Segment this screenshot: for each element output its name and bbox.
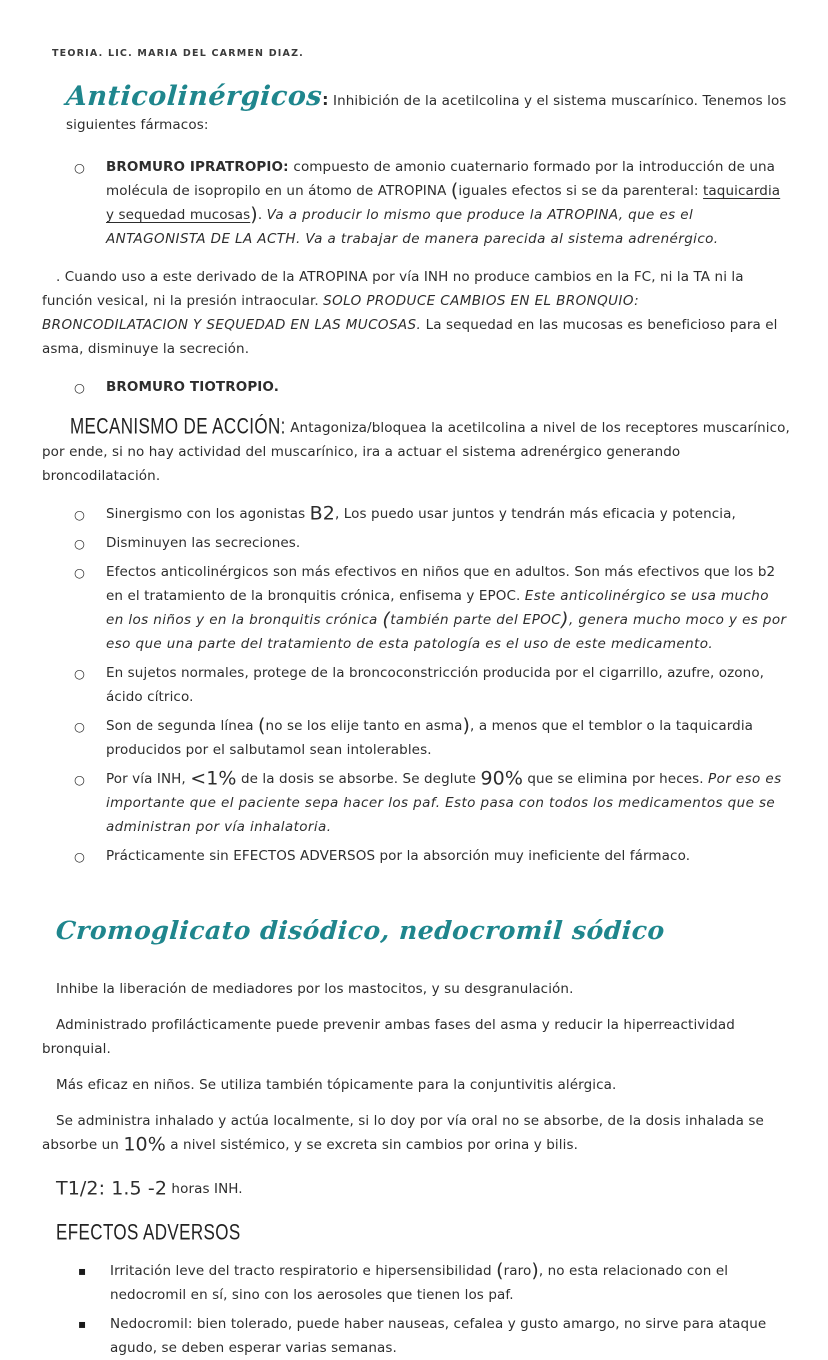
text-segment: Son de segunda línea [106, 718, 259, 734]
text-segment: ( [258, 714, 266, 737]
text-segment: de la dosis se absorbe. Se deglute [236, 771, 481, 787]
section-cromoglicato-title: Cromoglicato disódico, nedocromil sódico [54, 916, 666, 945]
text-segment: compuesto de amonio cuaternario formado por la introducción de una molécula de isopropilo en un átomo de ATROPINA [106, 159, 776, 199]
section-anticolinergicos-title-line [64, 81, 790, 137]
text-segment: Administrado profilácticamente puede prevenir ambas fases del asma y reducir la hiperreactividad bronquial. [42, 1017, 735, 1057]
section-anticolinergicos-title: Anticolinérgicos [64, 81, 324, 112]
text-segment: también parte del EPOC [390, 612, 562, 628]
text-segment: , no esta relacionado con el nedocromil en sí, sino con los aerosoles que tienen los paf. [110, 1263, 729, 1303]
text-segment: La sequedad en las mucosas es beneficioso para el asma, disminuye la secreción. [42, 317, 778, 357]
text-segment: Nedocromil: bien tolerado, puede haber nauseas, cefalea y gusto amargo, no sirve para ataque agudo, se deben esperar varias semanas. [110, 1316, 767, 1356]
title-colon: : [322, 90, 329, 109]
mecanismo-bullet-ninos [72, 560, 790, 656]
efectos-adversos-block [56, 1220, 790, 1245]
drug-list-top [72, 155, 790, 251]
mecanismo-bullet-broncoconstriccion [72, 661, 790, 709]
efectos-adversos-list [76, 1259, 790, 1360]
text-segment: . [257, 207, 267, 223]
text-segment: , Los puedo usar juntos y tendrán más eficacia y potencia, [334, 506, 736, 522]
section-anticolinergicos-intro: Inhibición de la acetilcolina y el sistema muscarínico. Tenemos los siguientes fármacos: [66, 93, 787, 133]
text-segment: 10% [123, 1133, 166, 1156]
text-segment: . Cuando uso a este derivado de la ATROPINA por vía INH no produce cambios en la FC, ni la TA ni la función vesical, ni la presión intraocular. [42, 269, 744, 309]
text-segment: T1/2: 1.5 -2 [56, 1177, 168, 1200]
text-segment: Efectos anticolinérgicos son más efectivos en niños que en adultos. Son más efectivos que los b2 en el tratamiento de la bronquitis crónica, enfisema y EPOC. [106, 564, 776, 604]
text-segment: ( [450, 179, 459, 202]
mecanismo-bullet-secreciones [72, 531, 790, 555]
text-segment: Va a producir lo mismo que produce la ATROPINA, que es el ANTAGONISTA DE LA ACTH. Va a trabajar de manera parecida al sistema adrenérgico. [106, 207, 719, 247]
text-segment: <1% [190, 767, 237, 790]
text-segment: ) [531, 1259, 539, 1282]
text-segment: ) [561, 608, 569, 631]
text-segment: BROMURO TIOTROPIO. [106, 379, 279, 395]
cromoglicato-paragraph-ninos [42, 1073, 790, 1097]
text-segment: B2 [309, 502, 335, 525]
text-segment: no se los elije tanto en asma [265, 718, 463, 734]
text-segment: Más eficaz en niños. Se utiliza también tópicamente para la conjuntivitis alérgica. [56, 1077, 617, 1093]
mecanismo-bullet-via-inh [72, 767, 790, 839]
text-segment: Sinergismo con los agonistas [106, 506, 310, 522]
text-segment: Prácticamente sin EFECTOS ADVERSOS por la absorción muy ineficiente del fármaco. [106, 848, 691, 864]
drug-list-tiotropio [72, 375, 790, 399]
text-segment: En sujetos normales, protege de la broncoconstricción producida por el cigarrillo, azufre, ozono, ácido cítrico. [106, 665, 765, 705]
cromoglicato-paragraph-mastocitos [42, 977, 790, 1001]
text-segment: a nivel sistémico, y se excreta sin cambios por orina y bilis. [165, 1137, 579, 1153]
text-segment: raro [503, 1263, 532, 1279]
text-segment: ( [496, 1259, 504, 1282]
text-segment: 90% [480, 767, 523, 790]
list-item-bromuro-ipratropio [72, 155, 790, 251]
efecto-irritacion [76, 1259, 790, 1307]
text-segment: ( [382, 608, 391, 631]
mecanismo-bullet-segunda-linea [72, 714, 790, 762]
efectos-adversos-heading: EFECTOS ADVERSOS [56, 1220, 241, 1245]
text-segment: Inhibe la liberación de mediadores por los mastocitos, y su desgranulación. [56, 981, 574, 997]
text-segment: , genera mucho moco y es por eso que una parte del tratamiento de esta patología es el uso de este medicamento. [106, 612, 787, 652]
text-segment: Por vía INH, [106, 771, 191, 787]
efecto-nedocromil [76, 1312, 790, 1360]
text-segment: Por eso es importante que el paciente sepa hacer los paf. Esto pasa con todos los medicamentos que se administran por vía inhalatoria. [106, 771, 782, 835]
text-segment: taquicardia y sequedad mucosas [106, 183, 781, 223]
cromoglicato-paragraph-profilactico [42, 1013, 790, 1061]
mecanismo-text: Antagoniza/bloquea la acetilcolina a nivel de los receptores muscarínico, por ende, si no hay actividad del muscarínico, ira a actuar el sistema adrenérgico generando broncodilatación. [42, 420, 790, 484]
mecanismo-heading: MECANISMO DE ACCIÓN: [70, 414, 286, 439]
text-segment: Irritación leve del tracto respiratorio e hipersensibilidad [110, 1263, 497, 1279]
text-segment: ) [250, 203, 258, 226]
text-segment: Este anticolinérgico se usa mucho en los niños y en la bronquitis crónica [106, 588, 769, 628]
list-item-bromuro-tiotropio [72, 375, 790, 399]
paragraph-ipratropio-inh [42, 265, 790, 361]
text-segment: iguales efectos si se da parenteral: [458, 183, 704, 199]
mecanismo-block [42, 415, 790, 488]
mecanismo-bullet-efectos-adversos [72, 844, 790, 868]
text-segment: Se administra inhalado y actúa localmente, si lo doy por vía oral no se absorbe, de la dosis inhalada se absorbe un [42, 1113, 764, 1153]
text-segment: SOLO PRODUCE CAMBIOS EN EL BRONQUIO: BRONCODILATACION Y SEQUEDAD EN LAS MUCOSAS. [42, 293, 640, 333]
text-segment: , a menos que el temblor o la taquicardia producidos por el salbutamol sean intolerables. [106, 718, 754, 758]
text-segment: BROMURO IPRATROPIO: [106, 159, 294, 175]
page-header: TEORIA. LIC. MARIA DEL CARMEN DIAZ. [52, 48, 304, 59]
text-segment: ) [462, 714, 471, 737]
mecanismo-bullet-sinergismo [72, 502, 790, 526]
half-life-line [56, 1177, 790, 1201]
text-segment: horas INH. [167, 1181, 243, 1197]
cromoglicato-paragraph-administracion [42, 1109, 790, 1157]
text-segment: Disminuyen las secreciones. [106, 535, 301, 551]
text-segment: que se elimina por heces. [522, 771, 709, 787]
mecanismo-bullet-list [72, 502, 790, 868]
